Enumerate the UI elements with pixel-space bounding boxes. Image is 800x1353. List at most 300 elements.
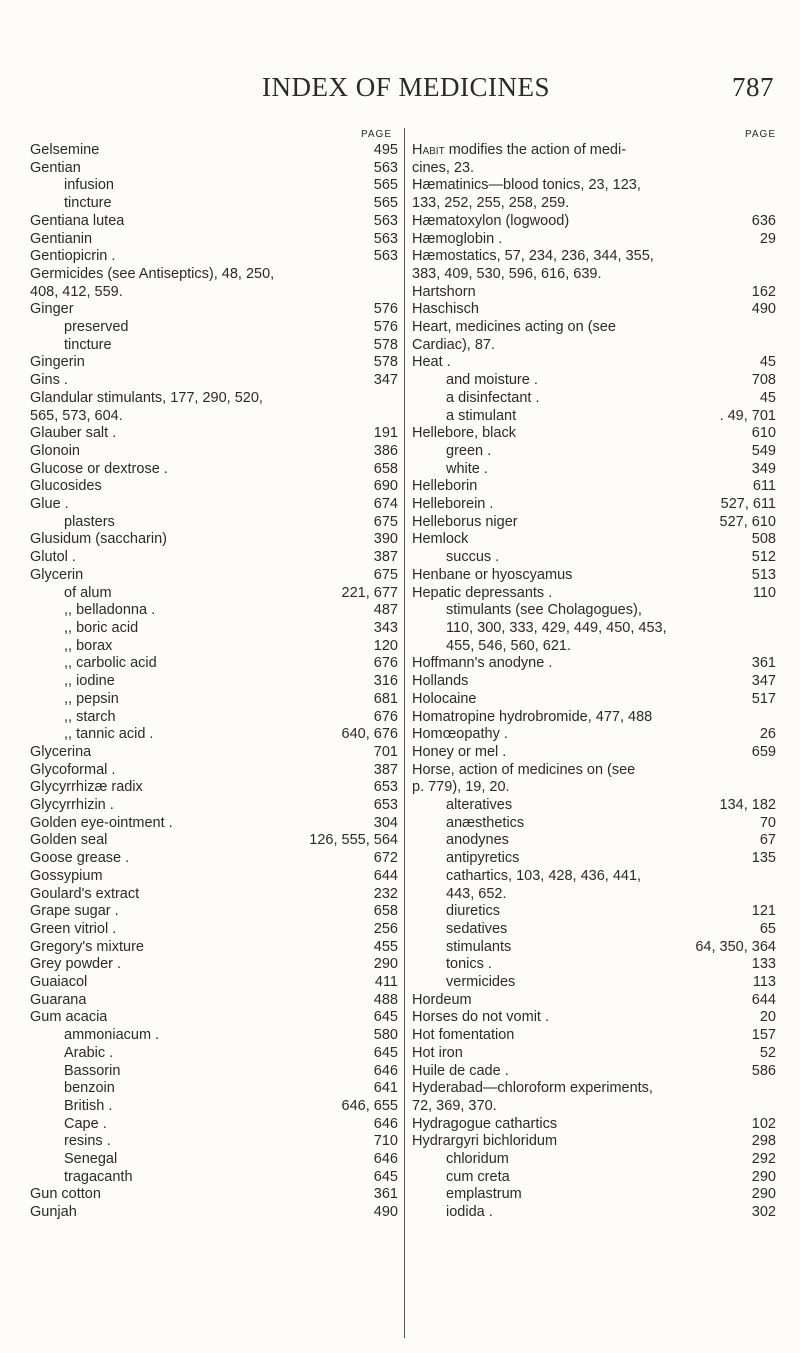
entry-page-ref: 644: [751, 991, 776, 1008]
index-subentry: [30, 177, 398, 195]
entry-text: tincture: [64, 195, 112, 212]
index-subentry: [412, 939, 776, 957]
entry-text: plasters: [64, 513, 115, 530]
index-subentry: [30, 673, 398, 691]
entry-page-ref: 126, 555, 564: [309, 832, 398, 849]
entry-page-ref: 386: [373, 442, 398, 459]
entry-page-ref: 256: [373, 920, 398, 937]
entry-text: Hydrargyri bichloridum: [412, 1133, 558, 1150]
entry-page-ref: 45: [759, 389, 776, 406]
index-entry: [30, 974, 398, 992]
entry-text: Hepatic depressants .: [412, 584, 553, 601]
entry-page-ref: 508: [751, 531, 776, 548]
entry-text: a disinfectant .: [446, 389, 540, 406]
index-entry: [30, 372, 398, 390]
index-entry: [30, 956, 398, 974]
page-column-label: PAGE: [360, 129, 392, 140]
entry-page-ref: 455: [373, 938, 398, 955]
index-entry: [30, 531, 398, 549]
index-entry: [412, 142, 776, 177]
entry-page-ref: 640, 676: [341, 726, 398, 743]
index-entry: [412, 284, 776, 302]
entry-page-ref: 644: [373, 867, 398, 884]
page-column-label: PAGE: [744, 129, 776, 140]
entry-page-ref: 578: [373, 336, 398, 353]
entry-text: Helleborein .: [412, 496, 494, 513]
index-entry: [30, 744, 398, 762]
entry-page-ref: 26: [759, 726, 776, 743]
entry-page-ref: 513: [751, 566, 776, 583]
entry-page-ref: 487: [373, 602, 398, 619]
index-entry: [30, 1009, 398, 1027]
entry-text: Gelsemine: [30, 142, 100, 158]
index-entry: [412, 1080, 776, 1115]
index-entry: [30, 213, 398, 231]
index-entry: [412, 1116, 776, 1134]
entry-text: cum creta: [446, 1168, 510, 1185]
entry-text: Gun cotton: [30, 1186, 101, 1203]
index-subentry: [30, 585, 398, 603]
entry-page-ref: 658: [373, 903, 398, 920]
entry-text: Golden seal: [30, 832, 108, 849]
entry-page-ref: 113: [752, 974, 776, 991]
index-subentry: [412, 461, 776, 479]
entry-text: stimulants (see Cholagogues),: [446, 602, 642, 619]
entry-continuation: 455, 546, 560, 621.: [446, 637, 571, 654]
index-entry: [412, 1063, 776, 1081]
entry-page-ref: 121: [751, 903, 776, 920]
entry-text: Hæmostatics, 57, 234, 236, 344, 355,: [412, 248, 654, 265]
entry-text: alteratives: [446, 797, 513, 814]
entry-page-ref: 490: [751, 301, 776, 318]
entry-page-ref: 565: [373, 195, 398, 212]
entry-text: ,, boric acid: [64, 619, 139, 636]
index-subentry: [412, 815, 776, 833]
index-entry: [30, 567, 398, 585]
entry-page-ref: 645: [373, 1044, 398, 1061]
index-subentry: [30, 195, 398, 213]
entry-page-ref: 67: [759, 832, 776, 849]
entry-text: Ginger: [30, 301, 74, 318]
entry-text: chloridum: [446, 1151, 509, 1168]
entry-text: tincture: [64, 336, 112, 353]
entry-page-ref: 576: [373, 319, 398, 336]
index-entry: [412, 992, 776, 1010]
index-subentry: [30, 691, 398, 709]
index-entry: [412, 514, 776, 532]
index-entry: [412, 1009, 776, 1027]
index-subentry: [30, 1098, 398, 1116]
index-entry: [30, 231, 398, 249]
index-entry: [412, 531, 776, 549]
entry-page-ref: 701: [373, 743, 398, 760]
index-entry: [30, 266, 398, 301]
index-entry: [30, 301, 398, 319]
entry-continuation: 408, 412, 559.: [30, 283, 123, 300]
entry-text: Hæmatinics—blood tonics, 23, 123,: [412, 177, 641, 194]
entry-page-ref: 135: [751, 850, 776, 867]
entry-text: Grape sugar .: [30, 903, 119, 920]
entry-page-ref: 292: [751, 1151, 776, 1168]
entry-text: emplastrum: [446, 1186, 522, 1203]
entry-text: Hellebore, black: [412, 425, 516, 442]
entry-text: Hæmatoxylon (logwood): [412, 212, 570, 229]
index-entry: [412, 673, 776, 691]
entry-page-ref: 676: [373, 708, 398, 725]
entry-page-ref: 134, 182: [719, 797, 776, 814]
entry-text: Guarana: [30, 991, 87, 1008]
entry-page-ref: 316: [373, 673, 398, 690]
entry-page-ref: 658: [373, 460, 398, 477]
entry-text: Hot iron: [412, 1044, 463, 1061]
index-entry: [412, 726, 776, 744]
index-entry: [30, 142, 398, 160]
index-entry: [30, 354, 398, 372]
index-subentry: [30, 1133, 398, 1151]
entry-text: tragacanth: [64, 1168, 133, 1185]
entry-text: infusion: [64, 177, 114, 194]
index-subentry: [30, 337, 398, 355]
index-subentry: [30, 620, 398, 638]
entry-page-ref: 102: [751, 1115, 776, 1132]
index-subentry: [30, 655, 398, 673]
entry-text: Horses do not vomit .: [412, 1009, 549, 1026]
entry-text: Hot fomentation: [412, 1027, 515, 1044]
entry-page-ref: 495: [373, 142, 398, 158]
entry-page-ref: 120: [373, 637, 398, 654]
index-subentry: [30, 319, 398, 337]
entry-text: Homatropine hydrobromide, 477, 488: [412, 708, 653, 725]
index-entry: [30, 390, 398, 425]
entry-text: Gregory's mixture: [30, 938, 144, 955]
entry-continuation: cines, 23.: [412, 159, 475, 176]
entry-page-ref: 708: [751, 372, 776, 389]
entry-text: Gins .: [30, 372, 68, 389]
entry-text: Glutol .: [30, 549, 76, 566]
index-entry: [30, 850, 398, 868]
entry-text: ,, starch: [64, 708, 116, 725]
entry-page-ref: 578: [373, 354, 398, 371]
index-subentry: [412, 974, 776, 992]
entry-text: ,, tannic acid .: [64, 726, 154, 743]
entry-page-ref: 563: [373, 212, 398, 229]
index-entry: [412, 1045, 776, 1063]
entry-page-ref: 304: [373, 814, 398, 831]
entry-text: ammoniacum .: [64, 1027, 160, 1044]
entry-page-ref: 512: [751, 549, 776, 566]
entry-text: vermicides: [446, 974, 516, 991]
entry-page-ref: 232: [373, 885, 398, 902]
entry-page-ref: 690: [373, 478, 398, 495]
index-entry: [412, 585, 776, 603]
entry-page-ref: 659: [751, 743, 776, 760]
entry-text: antipyretics: [446, 850, 520, 867]
entry-page-ref: 653: [373, 797, 398, 814]
index-entry: [412, 868, 776, 903]
entry-text: Haschisch: [412, 301, 479, 318]
entry-page-ref: 298: [751, 1133, 776, 1150]
index-entry: [30, 832, 398, 850]
entry-text: Helleborin: [412, 478, 478, 495]
page-number: 787: [732, 72, 774, 102]
entry-page-ref: 20: [759, 1009, 776, 1026]
entry-page-ref: 490: [373, 1204, 398, 1221]
entry-continuation: 443, 652.: [446, 885, 507, 902]
entry-text: and moisture .: [446, 372, 538, 389]
entry-page-ref: 387: [373, 761, 398, 778]
entry-text: Gentianin: [30, 230, 93, 247]
entry-text: Honey or mel .: [412, 743, 507, 760]
entry-text: Goulard's extract: [30, 885, 140, 902]
index-entry: [30, 461, 398, 479]
entry-text: Hydragogue cathartics: [412, 1115, 558, 1132]
entry-text: Hollands: [412, 673, 469, 690]
entry-page-ref: 675: [373, 513, 398, 530]
entry-continuation: p. 779), 19, 20.: [412, 779, 510, 796]
entry-page-ref: 641: [373, 1080, 398, 1097]
entry-text: Hemlock: [412, 531, 469, 548]
left-entry-list: [30, 142, 398, 1222]
index-subentry: [412, 956, 776, 974]
index-entry: [30, 1204, 398, 1222]
entry-text: Goose grease .: [30, 850, 130, 867]
entry-page-ref: 157: [751, 1027, 776, 1044]
entry-page-ref: 611: [752, 478, 776, 495]
entry-text: Huile de cade .: [412, 1062, 509, 1079]
entry-text: Glauber salt .: [30, 425, 117, 442]
index-subentry: [30, 1080, 398, 1098]
entry-page-ref: 646, 655: [341, 1097, 398, 1114]
entry-text: Glycoformal .: [30, 761, 116, 778]
entry-text: ,, borax: [64, 637, 113, 654]
entry-page-ref: 343: [373, 619, 398, 636]
entry-text: Henbane or hyoscyamus: [412, 566, 573, 583]
entry-text: Gunjah: [30, 1204, 77, 1221]
index-entry: [30, 762, 398, 780]
index-subentry: [412, 390, 776, 408]
entry-text: Hyderabad—chloroform experiments,: [412, 1080, 653, 1097]
entry-page-ref: 302: [751, 1204, 776, 1221]
entry-continuation: Cardiac), 87.: [412, 336, 496, 353]
entry-text: Gentiopicrin .: [30, 248, 116, 265]
entry-text: Gingerin: [30, 354, 85, 371]
index-entry: [412, 1133, 776, 1151]
entry-text: Bassorin: [64, 1062, 121, 1079]
right-entry-list: [412, 142, 776, 1222]
index-entry: [30, 248, 398, 266]
index-subentry: [30, 638, 398, 656]
entry-continuation: 133, 252, 255, 258, 259.: [412, 195, 570, 212]
entry-page-ref: 349: [751, 460, 776, 477]
index-entry: [412, 319, 776, 354]
entry-text: Glucose or dextrose .: [30, 460, 168, 477]
entry-page-ref: 110: [752, 584, 776, 601]
index-entry: [412, 354, 776, 372]
entry-page-ref: 646: [373, 1062, 398, 1079]
index-subentry: [30, 1063, 398, 1081]
entry-page-ref: 527, 611: [720, 496, 776, 513]
entry-page-ref: 347: [373, 372, 398, 389]
entry-page-ref: 133: [751, 956, 776, 973]
entry-text: Gossypium: [30, 867, 103, 884]
entry-text: Glycerina: [30, 743, 92, 760]
index-entry: [412, 231, 776, 249]
index-subentry: [412, 372, 776, 390]
running-header: [0, 72, 800, 106]
entry-text: benzoin: [64, 1080, 115, 1097]
entry-page-ref: 710: [373, 1133, 398, 1150]
entry-text: Glusidum (saccharin): [30, 531, 167, 548]
index-subentry: [30, 602, 398, 620]
entry-page-ref: 290: [373, 956, 398, 973]
index-entry: [30, 939, 398, 957]
entry-text: Gum acacia: [30, 1009, 108, 1026]
index-subentry: [30, 1169, 398, 1187]
entry-text: sedatives: [446, 920, 508, 937]
entry-page-ref: 390: [373, 531, 398, 548]
entry-text: Habit modifies the action of medi-: [412, 142, 627, 158]
entry-text: Gentian: [30, 159, 81, 176]
index-entry: [30, 478, 398, 496]
left-index-column: [30, 128, 398, 1222]
index-entry: [30, 886, 398, 904]
entry-text: iodida .: [446, 1204, 493, 1221]
entry-text: Cape .: [64, 1115, 107, 1132]
entry-page-ref: 674: [373, 496, 398, 513]
index-entry: [30, 1186, 398, 1204]
entry-page-ref: 387: [373, 549, 398, 566]
index-subentry: [412, 1186, 776, 1204]
entry-text: Glue .: [30, 496, 69, 513]
entry-continuation: 383, 409, 530, 596, 616, 639.: [412, 265, 602, 282]
index-entry: [30, 160, 398, 178]
index-subentry: [412, 549, 776, 567]
entry-text: Glycyrrhizin .: [30, 797, 114, 814]
index-entry: [412, 691, 776, 709]
entry-text: Homœopathy .: [412, 726, 508, 743]
index-entry: [412, 301, 776, 319]
right-index-column: [412, 128, 776, 1222]
entry-text: Holocaine: [412, 690, 477, 707]
index-subentry: [30, 726, 398, 744]
index-subentry: [412, 1151, 776, 1169]
entry-text: Horse, action of medicines on (see: [412, 761, 636, 778]
index-entry: [30, 496, 398, 514]
entry-text: Green vitriol .: [30, 920, 117, 937]
entry-page-ref: 488: [373, 991, 398, 1008]
entry-text: Golden eye-ointment .: [30, 814, 173, 831]
index-entry: [412, 567, 776, 585]
entry-page-ref: 580: [373, 1027, 398, 1044]
entry-page-ref: 565: [373, 177, 398, 194]
entry-page-ref: 527, 610: [719, 513, 776, 530]
index-entry: [412, 655, 776, 673]
entry-page-ref: 646: [373, 1115, 398, 1132]
entry-page-ref: 563: [373, 230, 398, 247]
entry-page-ref: 411: [374, 974, 398, 991]
index-entry: [412, 1027, 776, 1045]
index-subentry: [412, 797, 776, 815]
index-subentry: [412, 921, 776, 939]
index-entry: [30, 868, 398, 886]
entry-text: Hordeum: [412, 991, 472, 1008]
index-entry: [412, 478, 776, 496]
entry-continuation: 72, 369, 370.: [412, 1097, 497, 1114]
entry-page-ref: 45: [759, 354, 776, 371]
index-entry: [30, 921, 398, 939]
column-divider: [404, 128, 405, 1338]
index-entry: [412, 744, 776, 762]
entry-page-ref: 290: [751, 1168, 776, 1185]
entry-page-ref: 549: [751, 442, 776, 459]
entry-text: Helleborus niger: [412, 513, 518, 530]
entry-page-ref: 361: [751, 655, 776, 672]
index-entry: [30, 903, 398, 921]
index-entry: [30, 425, 398, 443]
entry-text: white .: [446, 460, 488, 477]
index-entry: [412, 602, 776, 655]
index-entry: [30, 815, 398, 833]
entry-page-ref: 290: [751, 1186, 776, 1203]
entry-text: Germicides (see Antiseptics), 48, 250,: [30, 265, 275, 282]
entry-page-ref: 610: [751, 425, 776, 442]
entry-page-ref: 576: [373, 301, 398, 318]
entry-page-ref: 676: [373, 655, 398, 672]
entry-text: of alum: [64, 584, 112, 601]
index-entry: [30, 779, 398, 797]
index-entry: [412, 709, 776, 727]
index-entry: [30, 797, 398, 815]
entry-text: Gentiana lutea: [30, 212, 125, 229]
index-subentry: [30, 1027, 398, 1045]
entry-page-ref: . 49, 701: [719, 407, 776, 424]
entry-text: anodynes: [446, 832, 509, 849]
entry-text: Glonoin: [30, 442, 80, 459]
entry-page-ref: 645: [373, 1168, 398, 1185]
index-subentry: [412, 903, 776, 921]
entry-page-ref: 162: [751, 283, 776, 300]
entry-text: ,, pepsin: [64, 690, 119, 707]
index-subentry: [412, 443, 776, 461]
entry-page-ref: 645: [373, 1009, 398, 1026]
index-subentry: [412, 832, 776, 850]
entry-continuation: 565, 573, 604.: [30, 407, 123, 424]
index-entry: [412, 762, 776, 797]
entry-text: anæsthetics: [446, 814, 525, 831]
entry-text: British .: [64, 1097, 113, 1114]
index-subentry: [30, 709, 398, 727]
entry-page-ref: 653: [373, 779, 398, 796]
index-entry: [30, 443, 398, 461]
index-entry: [412, 248, 776, 283]
index-entry: [412, 425, 776, 443]
entry-continuation: 110, 300, 333, 429, 449, 450, 453,: [446, 619, 667, 636]
entry-page-ref: 65: [759, 920, 776, 937]
entry-text: Hartshorn: [412, 283, 476, 300]
entry-text: ,, carbolic acid: [64, 655, 157, 672]
entry-page-ref: 586: [751, 1062, 776, 1079]
entry-page-ref: 636: [751, 212, 776, 229]
entry-text: Glycyrrhizæ radix: [30, 779, 143, 796]
index-subentry: [412, 1169, 776, 1187]
index-subentry: [30, 1151, 398, 1169]
index-entry: [412, 177, 776, 212]
entry-text: Senegal: [64, 1151, 118, 1168]
entry-text: succus .: [446, 549, 500, 566]
entry-page-ref: 347: [751, 673, 776, 690]
entry-text: Guaiacol: [30, 974, 88, 991]
index-subentry: [30, 1045, 398, 1063]
